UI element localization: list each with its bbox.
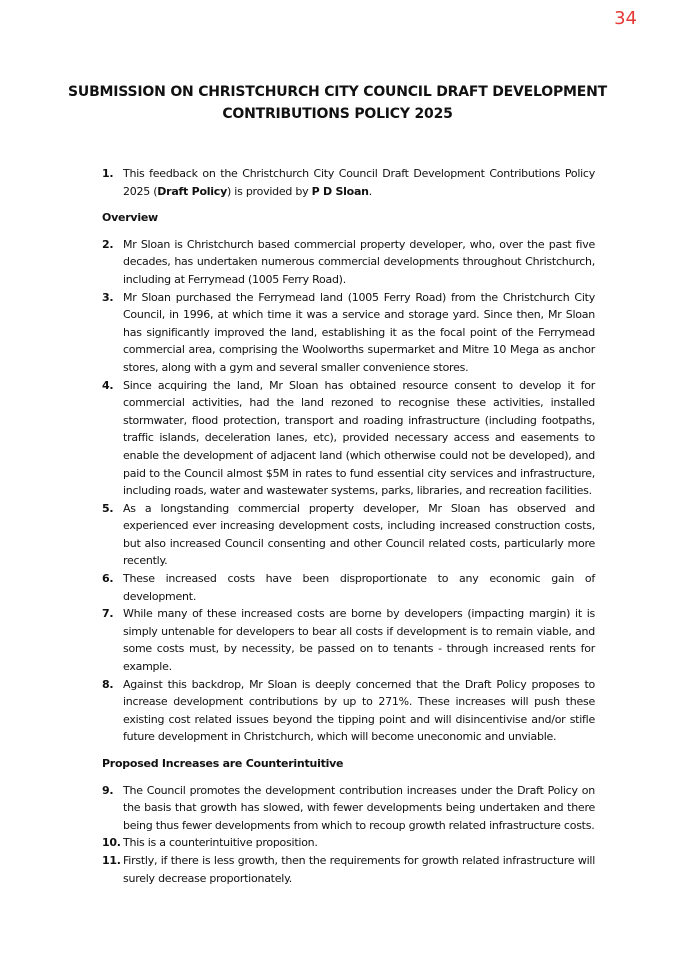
- paragraph-text: The Council promotes the development contribution increases under the Draft Policy on the basis that growth has slowed, with fewer developments being undertaken and there being thus fewer developments from which to recoup growth related infrastructure costs.: [123, 783, 595, 832]
- document-body: [102, 165, 595, 887]
- paragraph-number: 3.: [102, 290, 114, 304]
- paragraph-number: 8.: [102, 677, 114, 691]
- paragraph-number: 11.: [102, 853, 121, 867]
- list-item: [102, 605, 595, 675]
- list-item: [102, 676, 595, 746]
- bold-term-draft-policy: Draft Policy: [157, 184, 227, 198]
- paragraph-text: Since acquiring the land, Mr Sloan has obtained resource consent to develop it for commercial activities, had the land rezoned to recognise these activities, installed stormwater, flood protection, transport and roading infrastructure (including footpaths, traffic islands, deceleration lanes, etc), provided necessary access and easements to enable the development of adjacent land (which otherwise could not be developed), and paid to the Council almost $5M in rates to fund essential city services and infrastructure, including roads, water and wastewater systems, parks, libraries, and recreation facilities.: [123, 378, 595, 498]
- list-item: [102, 377, 595, 500]
- title-line-2: CONTRIBUTIONS POLICY 2025: [222, 106, 453, 122]
- list-item: [102, 236, 595, 289]
- list-item: [102, 834, 595, 852]
- paragraph-number: 1.: [102, 167, 114, 180]
- paragraph-number: 10.: [102, 836, 121, 850]
- list-item: [102, 570, 595, 605]
- title-line-1: SUBMISSION ON CHRISTCHURCH CITY COUNCIL DRAFT DEVELOPMENT: [68, 84, 607, 100]
- overview-list: [102, 236, 595, 746]
- document-title: [60, 81, 615, 125]
- paragraph-text: These increased costs have been disproportionate to any economic gain of development.: [123, 572, 595, 603]
- paragraph-number: 9.: [102, 783, 114, 797]
- paragraph-text: .: [368, 184, 372, 198]
- paragraph-text: This feedback on the Christchurch City Council Draft Development Contributions Policy 2025 (: [123, 167, 595, 198]
- bold-name: P D Sloan: [311, 184, 369, 198]
- section-heading-overview: Overview: [102, 211, 158, 225]
- paragraph-text: As a longstanding commercial property developer, Mr Sloan has observed and experienced ever increasing development costs, including increased construction costs, but also increased Council consenting and other Council related costs, particularly more recently.: [123, 501, 595, 568]
- paragraph-text: This is a counterintuitive proposition.: [123, 836, 318, 850]
- paragraph-text: While many of these increased costs are borne by developers (impacting margin) it is simply untenable for developers to bear all costs if development is to remain viable, and some costs must, by necessity, be passed on to tenants - through increased rents for example.: [123, 607, 595, 674]
- page-number: 34: [614, 8, 637, 29]
- paragraph-number: 5.: [102, 501, 114, 515]
- list-item: [102, 500, 595, 570]
- paragraph-number: 2.: [102, 237, 114, 251]
- proposed-increases-list: [102, 782, 595, 888]
- section-heading-proposed-increases: Proposed Increases are Counterintuitive: [102, 757, 344, 770]
- paragraph-number: 6.: [102, 572, 114, 586]
- paragraph-1: [102, 165, 595, 200]
- paragraph-number: 7.: [102, 607, 114, 621]
- paragraph-text: Mr Sloan is Christchurch based commercial property developer, who, over the past five decades, has undertaken numerous commercial developments throughout Christchurch, including at Ferrymead (1005 Ferry Road).: [123, 237, 595, 286]
- paragraph-text: Against this backdrop, Mr Sloan is deeply concerned that the Draft Policy proposes to increase development contributions by up to 271%. These increases will push these existing cost related issues beyond the tipping point and will disincentivise and/or stifle future development in Christchurch, which will become uneconomic and unviable.: [123, 677, 595, 744]
- list-item: [102, 289, 595, 377]
- paragraph-text: Firstly, if there is less growth, then the requirements for growth related infrastructure will surely decrease proportionately.: [123, 853, 595, 885]
- paragraph-text: Mr Sloan purchased the Ferrymead land (1005 Ferry Road) from the Christchurch City Council, in 1996, at which time it was a service and storage yard. Since then, Mr Sloan has significantly improved the land, establishing it as the focal point of the Ferrymead commercial area, comprising the Woolworths supermarket and Mitre 10 Mega as anchor stores, along with a gym and several smaller convenience stores.: [123, 290, 595, 374]
- paragraph-number: 4.: [102, 378, 114, 392]
- list-item: [102, 852, 595, 887]
- paragraph-text: ) is provided by: [227, 184, 312, 198]
- list-item: [102, 782, 595, 835]
